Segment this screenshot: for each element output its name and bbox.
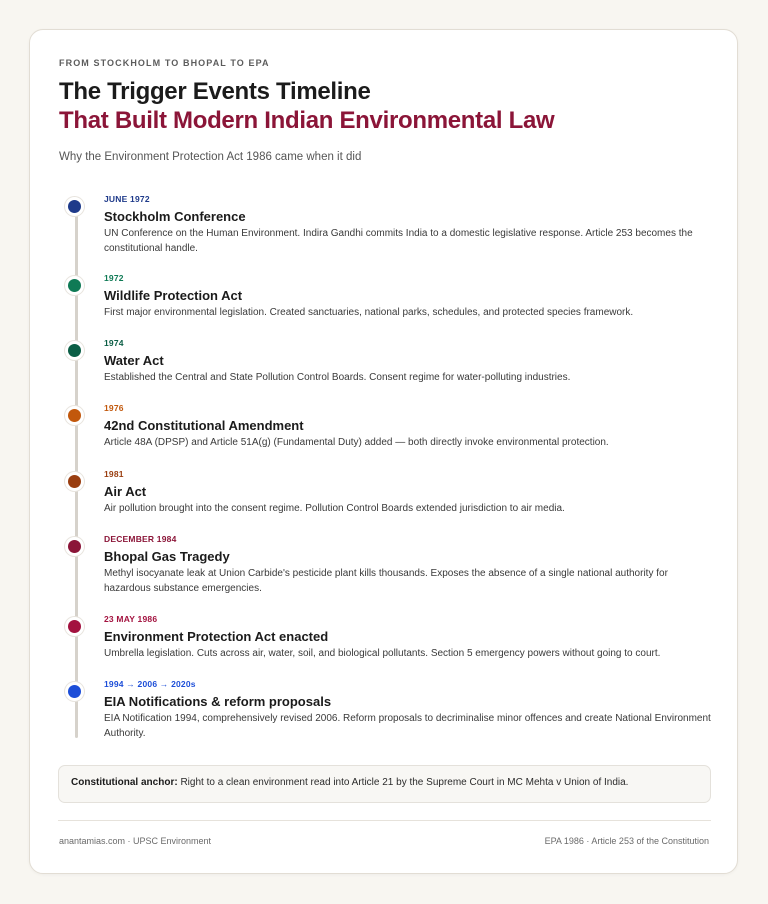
event-date: 23 MAY 1986 xyxy=(104,614,158,624)
timeline-dot-icon xyxy=(68,540,81,553)
page-title xyxy=(59,77,554,135)
event-description: Methyl isocyanate leak at Union Carbide's pesticide plant kills thousands. Exposes the absence of a single national authority for hazardous substance emergencies. xyxy=(104,568,668,594)
timeline-card xyxy=(29,29,738,874)
event-title: Bhopal Gas Tragedy xyxy=(104,549,230,564)
timeline-dot-icon xyxy=(68,475,81,488)
event-description: First major environmental legislation. Created sanctuaries, national parks, schedules, and protected species framework. xyxy=(104,307,634,318)
timeline-dot-icon xyxy=(68,200,81,213)
kicker: FROM STOCKHOLM TO BHOPAL TO EPA xyxy=(59,58,270,68)
event-description: UN Conference on the Human Environment. Indira Gandhi commits India to a domestic legislative response. Article 253 becomes the constitutional handle. xyxy=(104,228,693,254)
event-description: EIA Notification 1994, comprehensively revised 2006. Reform proposals to decriminalise minor offences and create National Environment Authority. xyxy=(104,713,711,739)
event-date: 1972 xyxy=(104,273,124,283)
event-title: 42nd Constitutional Amendment xyxy=(104,418,304,433)
constitutional-anchor-callout xyxy=(58,765,711,803)
footer-source: anantamias.com · UPSC Environment xyxy=(59,836,212,846)
timeline-dot-icon xyxy=(68,685,81,698)
footer-divider xyxy=(58,820,711,821)
event-description: Established the Central and State Pollution Control Boards. Consent regime for water-polluting industries. xyxy=(104,372,571,383)
event-title: Wildlife Protection Act xyxy=(104,288,243,303)
timeline-dot-icon xyxy=(68,409,81,422)
event-date: 1994 → 2006 → 2020s xyxy=(104,679,196,689)
title-line-1: The Trigger Events Timeline xyxy=(59,78,371,105)
event-date: 1981 xyxy=(104,469,124,479)
event-title: EIA Notifications & reform proposals xyxy=(104,694,332,709)
event-description: Air pollution brought into the consent regime. Pollution Control Boards extended jurisdiction to air media. xyxy=(104,503,565,514)
event-title: Environment Protection Act enacted xyxy=(104,629,329,644)
footer-reference: EPA 1986 · Article 253 of the Constitution xyxy=(544,836,709,846)
event-date: JUNE 1972 xyxy=(104,194,150,204)
event-description: Umbrella legislation. Cuts across air, water, soil, and biological pollutants. Section 5 emergency powers without going to court. xyxy=(104,648,661,659)
timeline-dot-icon xyxy=(68,279,81,292)
anchor-label: Constitutional anchor: xyxy=(71,777,178,788)
event-title: Stockholm Conference xyxy=(104,209,246,224)
title-line-2: That Built Modern Indian Environmental Law xyxy=(59,107,555,134)
event-description: Article 48A (DPSP) and Article 51A(g) (Fundamental Duty) added — both directly invoke environmental protection. xyxy=(104,437,609,448)
event-date: 1976 xyxy=(104,403,124,413)
event-title: Water Act xyxy=(104,353,164,368)
subtitle: Why the Environment Protection Act 1986 came when it did xyxy=(59,151,362,163)
timeline-dot-icon xyxy=(68,344,81,357)
event-date: DECEMBER 1984 xyxy=(104,534,177,544)
event-date: 1974 xyxy=(104,338,124,348)
timeline-dot-icon xyxy=(68,620,81,633)
anchor-text: Right to a clean environment read into Article 21 by the Supreme Court in MC Mehta v Union of India. xyxy=(177,777,629,788)
event-title: Air Act xyxy=(104,484,147,499)
